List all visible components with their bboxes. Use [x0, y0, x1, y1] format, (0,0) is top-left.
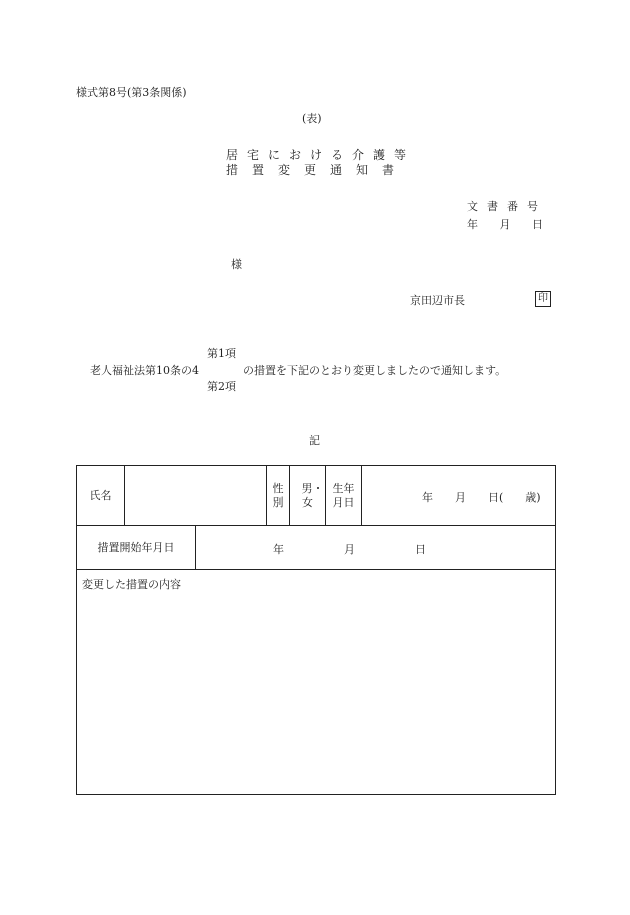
- start-date-label: 措置開始年月日: [97, 540, 175, 554]
- changes-content-area[interactable]: [77, 570, 555, 794]
- issuer-name: 京田辺市長: [410, 294, 465, 307]
- birthdate-label: 生年月日: [332, 481, 355, 509]
- gender-options-cell[interactable]: [290, 466, 325, 525]
- gender-label: 性別: [272, 481, 284, 509]
- side-label: (表): [302, 112, 322, 125]
- start-month-label: 月: [344, 543, 355, 556]
- form-number-label: 様式第8号(第3条関係): [76, 86, 187, 99]
- title-line-2: 措置変更通知書: [226, 163, 409, 177]
- start-year-label: 年: [273, 543, 284, 556]
- name-label: 氏名: [89, 488, 112, 502]
- addressee-suffix: 様: [231, 258, 242, 271]
- clause-option-2: 第2項: [207, 380, 236, 393]
- gender-options: 男・女: [301, 481, 324, 509]
- law-reference: 老人福祉法第10条の4: [90, 364, 199, 377]
- seal-mark: 印: [535, 291, 551, 307]
- name-value-cell[interactable]: [125, 466, 265, 525]
- document-date-label: 年 月 日: [467, 218, 543, 231]
- start-day-label: 日: [415, 543, 426, 556]
- birthdate-label-cell: [326, 466, 361, 525]
- changes-label: 変更した措置の内容: [82, 578, 181, 591]
- notice-sentence: の措置を下記のとおり変更しましたので通知します。: [243, 364, 507, 377]
- document-number-label: 文書番号: [467, 200, 547, 213]
- clause-option-1: 第1項: [207, 347, 236, 360]
- col-divider: [361, 466, 362, 525]
- gender-label-cell: [267, 466, 289, 525]
- col-divider: [195, 525, 196, 569]
- birthdate-value[interactable]: 年 月 日( 歳): [422, 491, 541, 504]
- recipient-table: [76, 465, 556, 795]
- title-line-1: 居宅における介護等: [226, 148, 416, 162]
- ki-heading: 記: [309, 434, 320, 447]
